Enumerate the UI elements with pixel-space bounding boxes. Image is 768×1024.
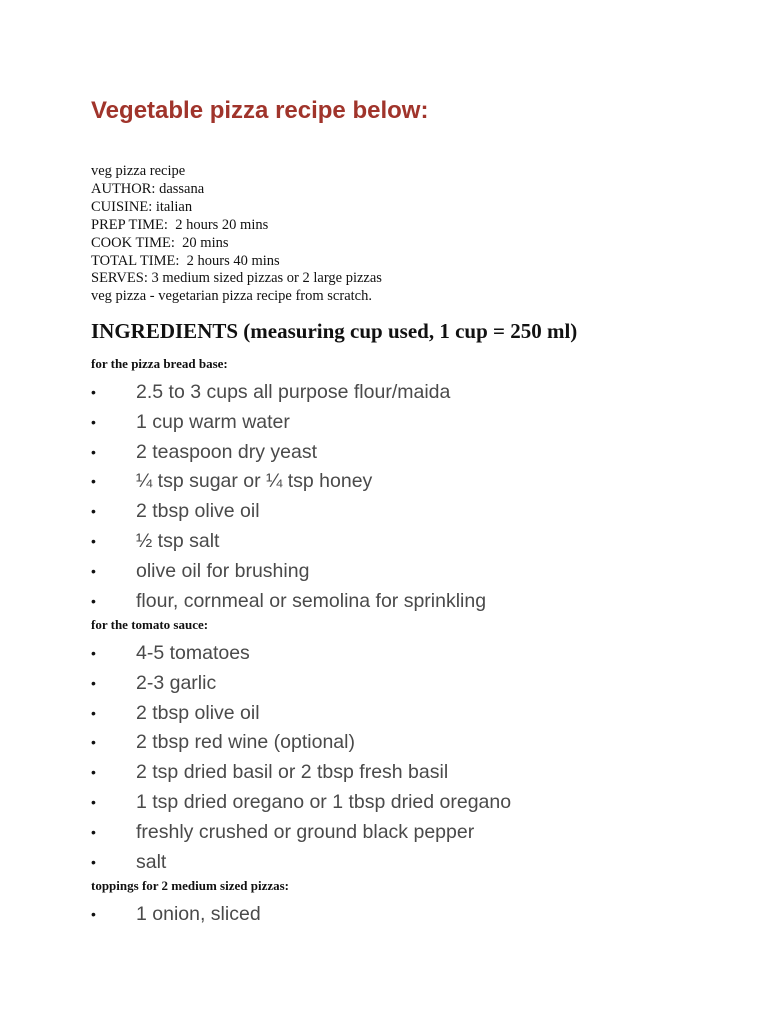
- recipe-author: AUTHOR: dassana: [91, 180, 205, 197]
- ingredients-heading: INGREDIENTS (measuring cup used, 1 cup = 250 ml): [91, 319, 578, 343]
- page-title: Vegetable pizza recipe below:: [91, 97, 429, 124]
- ingredient-text: ½ tsp salt: [136, 529, 220, 552]
- ingredient-text: 2 tbsp red wine (optional): [136, 731, 355, 754]
- bullet-icon: •: [91, 562, 96, 579]
- recipe-name: veg pizza recipe: [91, 163, 186, 179]
- ingredient-text: 1 tsp dried oregano or 1 tbsp dried oregano: [136, 790, 512, 813]
- ingredient-text: freshly crushed or ground black pepper: [136, 820, 475, 843]
- ingredient-text: ¼ tsp sugar or ¼ tsp honey: [136, 470, 373, 493]
- bullet-icon: •: [91, 473, 96, 490]
- recipe-cook-time: COOK TIME: 20 mins: [91, 234, 229, 251]
- bullet-icon: •: [91, 734, 96, 751]
- section-heading-toppings: toppings for 2 medium sized pizzas:: [91, 878, 290, 893]
- ingredient-text: 2 tbsp olive oil: [136, 701, 260, 724]
- section-heading-tomato-sauce: for the tomato sauce:: [91, 617, 209, 632]
- ingredient-text: 1 cup warm water: [136, 410, 290, 433]
- ingredient-text: 1 onion, sliced: [136, 903, 261, 925]
- recipe-prep-time: PREP TIME: 2 hours 20 mins: [91, 216, 269, 233]
- bullet-icon: •: [91, 503, 96, 520]
- bullet-icon: •: [91, 384, 96, 400]
- ingredient-text: salt: [136, 850, 167, 873]
- bullet-icon: •: [91, 793, 96, 810]
- ingredient-text: 2 teaspoon dry yeast: [136, 440, 318, 463]
- recipe-cuisine: CUISINE: italian: [91, 198, 193, 215]
- bullet-icon: •: [91, 906, 96, 922]
- ingredient-text: flour, cornmeal or semolina for sprinkling: [136, 589, 487, 612]
- ingredient-text: 2.5 to 3 cups all purpose flour/maida: [136, 381, 451, 403]
- bullet-icon: •: [91, 704, 96, 721]
- bullet-icon: •: [91, 592, 96, 609]
- recipe-serves: SERVES: 3 medium sized pizzas or 2 large pizzas: [91, 270, 382, 287]
- recipe-description: veg pizza - vegetarian pizza recipe from scratch.: [91, 288, 372, 305]
- bullet-icon: •: [91, 443, 96, 460]
- ingredient-text: 2 tbsp olive oil: [136, 500, 260, 523]
- bullet-icon: •: [91, 674, 96, 691]
- section-heading-bread-base: for the pizza bread base:: [91, 356, 228, 371]
- ingredient-text: 2-3 garlic: [136, 671, 217, 694]
- ingredient-text: 4-5 tomatoes: [136, 642, 250, 664]
- bullet-icon: •: [91, 764, 96, 781]
- recipe-meta: [91, 163, 382, 306]
- bullet-icon: •: [91, 413, 96, 430]
- ingredient-text: 2 tsp dried basil or 2 tbsp fresh basil: [136, 761, 449, 784]
- bullet-icon: •: [91, 645, 96, 661]
- bullet-icon: •: [91, 853, 96, 870]
- ingredient-text: olive oil for brushing: [136, 559, 310, 582]
- bullet-icon: •: [91, 823, 96, 840]
- recipe-total-time: TOTAL TIME: 2 hours 40 mins: [91, 252, 280, 269]
- bullet-icon: •: [91, 532, 96, 549]
